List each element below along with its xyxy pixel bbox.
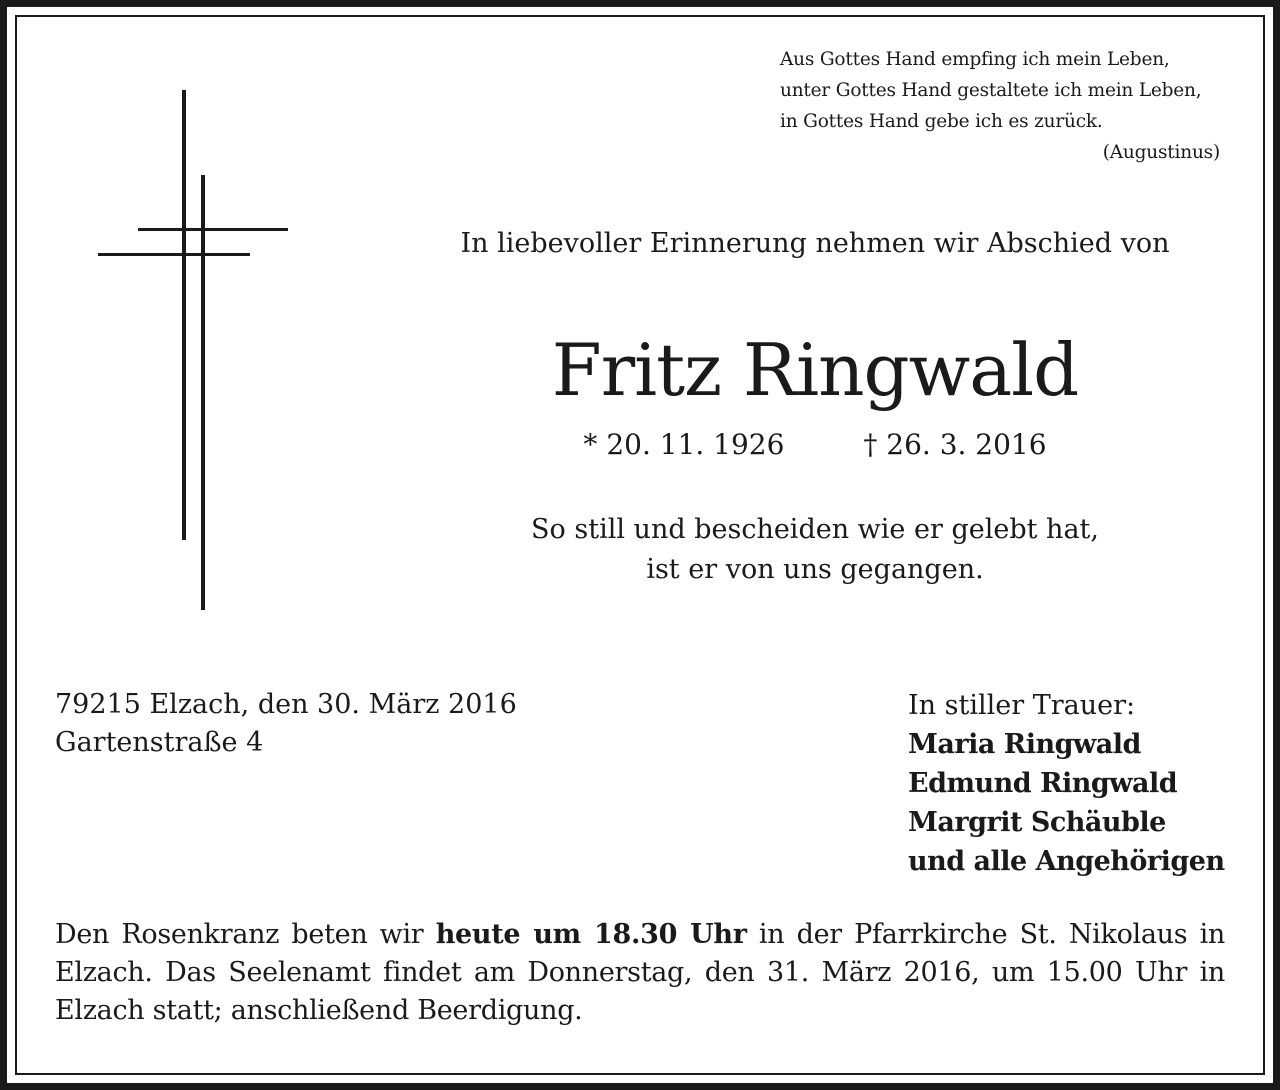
quote-line: Aus Gottes Hand empfing ich mein Leben, (780, 49, 1170, 70)
notice-text-end: in der Pfarrkirche St. Nikolaus in Elzach. Das Seelenamt findet am Donnerstag, den 31. März 2016, um 15.00 Uhr in Elzach statt; anschließend Beerdigung. (55, 919, 1226, 1026)
death-date: † 26. 3. 2016 (863, 428, 1047, 461)
cross-icon-vertical-right (201, 175, 205, 610)
motto-line: So still und bescheiden wie er gelebt hat, (531, 514, 1099, 545)
augustinus-quote (780, 44, 1240, 168)
mourners-label: In stiller Trauer: (908, 690, 1136, 721)
cross-icon-horizontal-top (138, 228, 288, 231)
cross-icon-vertical-left (182, 90, 186, 540)
mourners-list (908, 686, 1248, 881)
quote-line: in Gottes Hand gebe ich es zurück. (780, 111, 1103, 132)
intro-text: In liebevoller Erinnerung nehmen wir Abschied von (460, 228, 1170, 259)
quote-author: (Augustinus) (1102, 142, 1220, 163)
mourner-name: Margrit Schäuble (908, 807, 1166, 838)
mourner-name: und alle Angehörigen (908, 846, 1225, 877)
cross-icon-horizontal-bottom (98, 253, 250, 256)
mourner-name: Maria Ringwald (908, 729, 1141, 760)
place-date-line: 79215 Elzach, den 30. März 2016 (55, 689, 517, 720)
mourner-name: Edmund Ringwald (908, 768, 1178, 799)
service-notice (55, 916, 1225, 1030)
birth-date: * 20. 11. 1926 (583, 428, 785, 461)
quote-line: unter Gottes Hand gestaltete ich mein Leben, (780, 80, 1202, 101)
address-line: Gartenstraße 4 (55, 727, 264, 758)
motto-text (440, 510, 1190, 590)
place-and-address (55, 686, 655, 762)
life-dates (440, 428, 1190, 461)
motto-line: ist er von uns gegangen. (646, 554, 984, 585)
notice-time-highlight: heute um 18.30 Uhr (435, 919, 747, 950)
deceased-name: Fritz Ringwald (551, 328, 1079, 412)
notice-text-start: Den Rosenkranz beten wir (55, 919, 436, 950)
